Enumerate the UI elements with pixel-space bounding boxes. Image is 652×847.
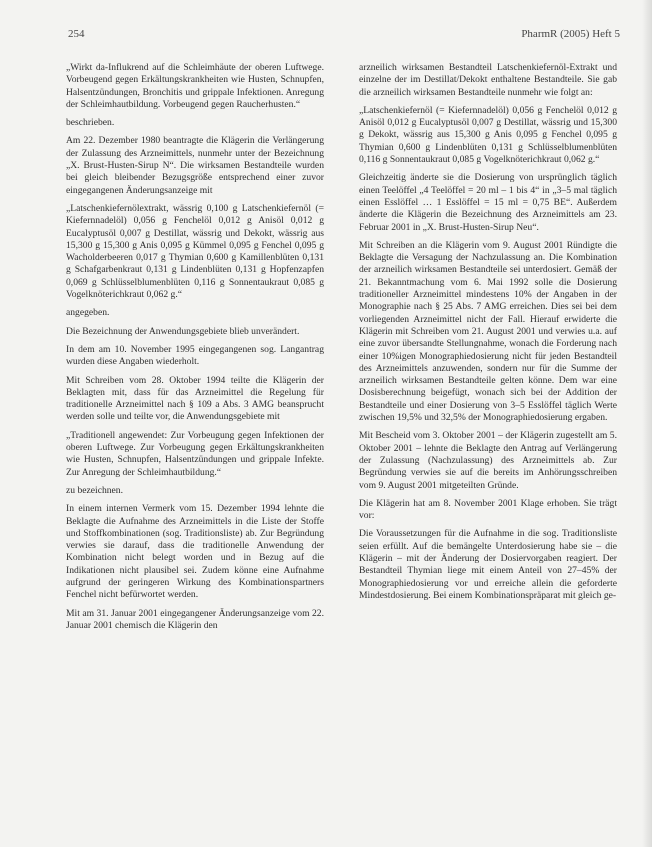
page-number: 254 [68,28,85,40]
paragraph: Die Voraussetzungen für die Aufnahme in die sog. Traditionsliste seien erfüllt. Auf die bemängelte Unterdosierung habe sie – die Klägerin – mit der Änderung der Dosiervorgaben reagiert. Der Bestandteil Thymian liege mit einem Anteil von 27–45% der Monographiedosierung vor und erreiche allein die geforderte Mindestdosierung. Bei einem Kombinationspräparat mit gleich ge- [359,528,617,601]
paragraph: „Wirkt da-Influkrend auf die Schleimhäute der oberen Luftwege. Vorbeugend gegen Erkältungskrankheiten wie Husten, Schnupfen, Halsentzündungen, Bronchitis und grippale Infektionen. Anregung der Schleimhautbildung. Vorbeugend gegen Raucherhusten.“ [66,62,324,110]
paragraph: angegeben. [66,307,110,319]
paragraph: Mit am 31. Januar 2001 eingegangener Änderungsanzeige vom 22. Januar 2001 chemisch die Klägerin den [66,607,324,631]
journal-reference: PharmR (2005) Heft 5 [521,28,620,40]
paragraph: „Latschenkiefernölextrakt, wässrig 0,100 g Latschenkiefernöl (= Kiefernnadelöl) 0,056 g Fenchelöl 0,012 g Anisöl 0,012 g Eucalyptusöl 0,007 g Destillat, wässrig und Dekokt, wässrig aus 15,300 g 15,300 g Anis 0,095 g Kümmel 0,095 g Fenchel 0,095 g Wacholderbeeren 0,017 g Thymian 0,600 g Kamillenblüten 0,131 g Schafgarbenkraut 0,131 g Lindenblüten 0,131 g Hopfenzapfen 0,069 g Schlüsselblumenblüten 0,116 g Sonnentaukraut 0,085 g Vogelknöterichkraut 0,062 g.“ [66,202,324,301]
paragraph: „Latschenkiefernöl (= Kiefernnadelöl) 0,056 g Fenchelöl 0,012 g Anisöl 0,012 g Eucalyptusöl 0,007 g Destillat, wässrig und 15,300 g Dekokt, wässrig aus 15,300 g Anis 0,095 g Fenchel 0,095 g Thymian 0,600 g Lindenblüten 0,131 g Schlüsselblumenblüten 0,116 g Sonnentaukraut 0,085 g Vogelknöterichkraut 0,062 g.“ [359,104,617,166]
left-column [66,62,324,832]
paragraph: beschrieben. [66,117,115,129]
paragraph: Am 22. Dezember 1980 beantragte die Klägerin die Verlängerung der Zulassung des Arzneimittels, nunmehr unter der Bezeichnung „X. Brust-Husten-Sirup N“. Die wirksamen Bestandteile wurden bei gleich bleibender Bezugsgröße entsprechend einer zuvor eingegangenen Änderungsanzeige mit [66,135,324,196]
paragraph: Mit Bescheid vom 3. Oktober 2001 – der Klägerin zugestellt am 5. Oktober 2001 – lehnte die Beklagte den Antrag auf Verlängerung der Zulassung (Nachzulassung) des Arzneimittels ab. Zur Begründung verwies sie auf die bereits im Anhörungsschreiben vom 9. August 2001 mitgeteilten Gründe. [359,430,617,491]
paragraph: zu bezeichnen. [66,484,123,496]
paragraph: In einem internen Vermerk vom 15. Dezember 1994 lehnte die Beklagte die Aufnahme des Arzneimittels in die Liste der Stoffe und Stoffkombinationen (sog. Traditionsliste) ab. Zur Begründung verwies sie darauf, dass die traditionelle Anwendung der Kombination nicht belegt worden und in Bezug auf die Indikationen nicht plausibel sei. Zudem könne eine Aufnahme aufgrund der geringeren Wirkung des Kombinationspartners Fenchel nicht befürwortet werden. [66,503,324,601]
paragraph: Mit Schreiben vom 28. Oktober 1994 teilte die Klägerin der Beklagten mit, dass für das Arzneimittel die Regelung für traditionelle Arzneimittel nach § 109 a Abs. 3 AMG beansprucht werden solle und teilte vor, die Anwendungsgebiete mit [66,374,324,423]
paragraph: In dem am 10. November 1995 eingegangenen sog. Langantrag wurden diese Angaben wiederholt. [66,343,324,368]
paragraph: arzneilich wirksamen Bestandteil Latschenkiefernöl-Extrakt und einzelne der im Destillat/Dekokt enthaltene Bestandteile. Sie gab die arzneilich wirksamen Bestandteile nunmehr wie folgt an: [359,62,617,98]
paragraph: „Traditionell angewendet: Zur Vorbeugung gegen Infektionen der oberen Luftwege. Zur Vorbeugung gegen Erkältungskrankheiten wie Husten, Schnupfen, Halsentzündungen und grippale Infekte. Zur Anregung der Schleimhautbildung.“ [66,429,324,478]
paragraph: Gleichzeitig änderte sie die Dosierung von ursprünglich täglich einen Teelöffel „4 Teelöffel = 20 ml – 1 bis 4“ in „3–5 mal täglich einen Esslöffel … 1 Esslöffel = 15 ml = 0,75 BE“. Außerdem änderte die Klägerin die Bezeichnung des Arzneimittels am 23. Februar 2001 in „X. Brust-Husten-Sirup Neu“. [359,172,617,233]
paragraph: Mit Schreiben an die Klägerin vom 9. August 2001 Ründigte die Beklagte die Versagung der Nachzulassung an. Die Kombination der arzneilich wirksamen Bestandteile sei unterdosiert. Gemäß der 21. Bekanntmachung vom 6. Mai 1992 solle die Dosierung traditioneller Arzneimittel mindestens 10% der Angaben in der Monographie nach § 25 Abs. 7 AMG erreichen. Dies sei bei dem vorliegenden Arzneimittel nicht der Fall. Hierauf erwiderte die Klägerin mit Schreiben vom 21. August 2001 und verwies u.a. auf eine zuvor übersandte Stellungnahme, wonach die Forderung nach einer 10%igen Monographiedosierung nicht für jeden Bestandteil des Arzneimittels anzuwenden, sondern nur für die Summe der arzneilich wirksamen Bestandteile gelten könne. Dem war eine Dosisberechnung beigefügt, wonach sich bei der Addition der Bestandteile und einer Dosierung von 3–5 Esslöffel täglich Werte zwischen 19,5% und 32,5% der Monographiedosierung ergaben. [359,239,617,424]
paragraph: Die Bezeichnung der Anwendungsgebiete blieb unverändert. [66,325,300,337]
scan-edge-shadow [642,0,652,847]
right-column [359,62,617,832]
paragraph: Die Klägerin hat am 8. November 2001 Klage erhoben. Sie trägt vor: [359,497,617,522]
page-header [68,28,620,44]
